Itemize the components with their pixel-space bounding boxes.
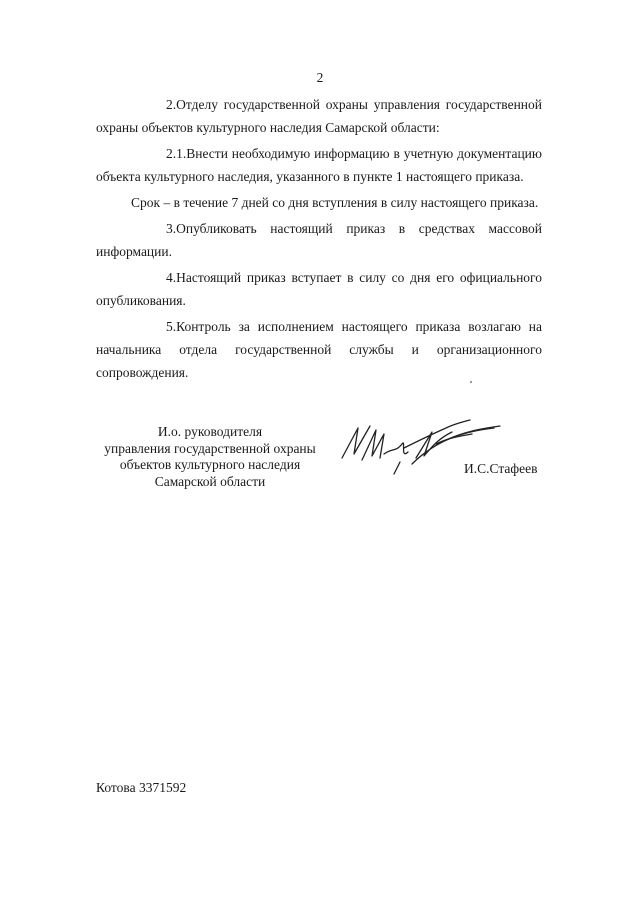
paragraph-text: Опубликовать настоящий приказ в средствах массовой информации. [96, 221, 542, 259]
paragraph-number: 2.1. [166, 146, 187, 161]
signatory-title-line: объектов культурного наследия [119, 457, 301, 472]
paragraph-2 [96, 93, 542, 139]
signatory-title-line: управления государственной охраны [104, 440, 316, 456]
paragraph-text: Внести необходимую информацию в учетную документацию объекта культурного наследия, указанного в пункте 1 настоящего приказа. [96, 146, 542, 184]
signatory-title-line: И.о. руководителя [157, 424, 263, 439]
page-number: 2 [316, 70, 324, 85]
scan-speck [470, 381, 472, 383]
paragraph-text: Контроль за исполнением настоящего приказа возлагаю на начальника отдела государственной службы и организационного сопровождения. [96, 319, 542, 380]
paragraph-deadline [96, 191, 542, 214]
document-body [96, 93, 542, 387]
paragraph-4 [96, 266, 542, 312]
executor-note: Котова 3371592 [96, 780, 187, 795]
paragraph-text: Отделу государственной охраны управления государственной охраны объектов культурного наследия Самарской области: [96, 97, 542, 135]
paragraph-number: 2. [166, 97, 177, 112]
signer-name: И.С.Стафеев [464, 461, 538, 476]
signatory-title [90, 424, 330, 490]
paragraph-5 [96, 315, 542, 384]
paragraph-2-1 [96, 142, 542, 188]
paragraph-3 [96, 217, 542, 263]
paragraph-text: Настоящий приказ вступает в силу со дня его официального опубликования. [96, 270, 542, 308]
paragraph-text: Срок – в течение 7 дней со дня вступления в силу настоящего приказа. [131, 195, 539, 210]
paragraph-number: 5. [166, 319, 177, 334]
paragraph-number: 4. [166, 270, 177, 285]
signatory-title-line: Самарской области [154, 473, 266, 489]
paragraph-number: 3. [166, 221, 177, 236]
